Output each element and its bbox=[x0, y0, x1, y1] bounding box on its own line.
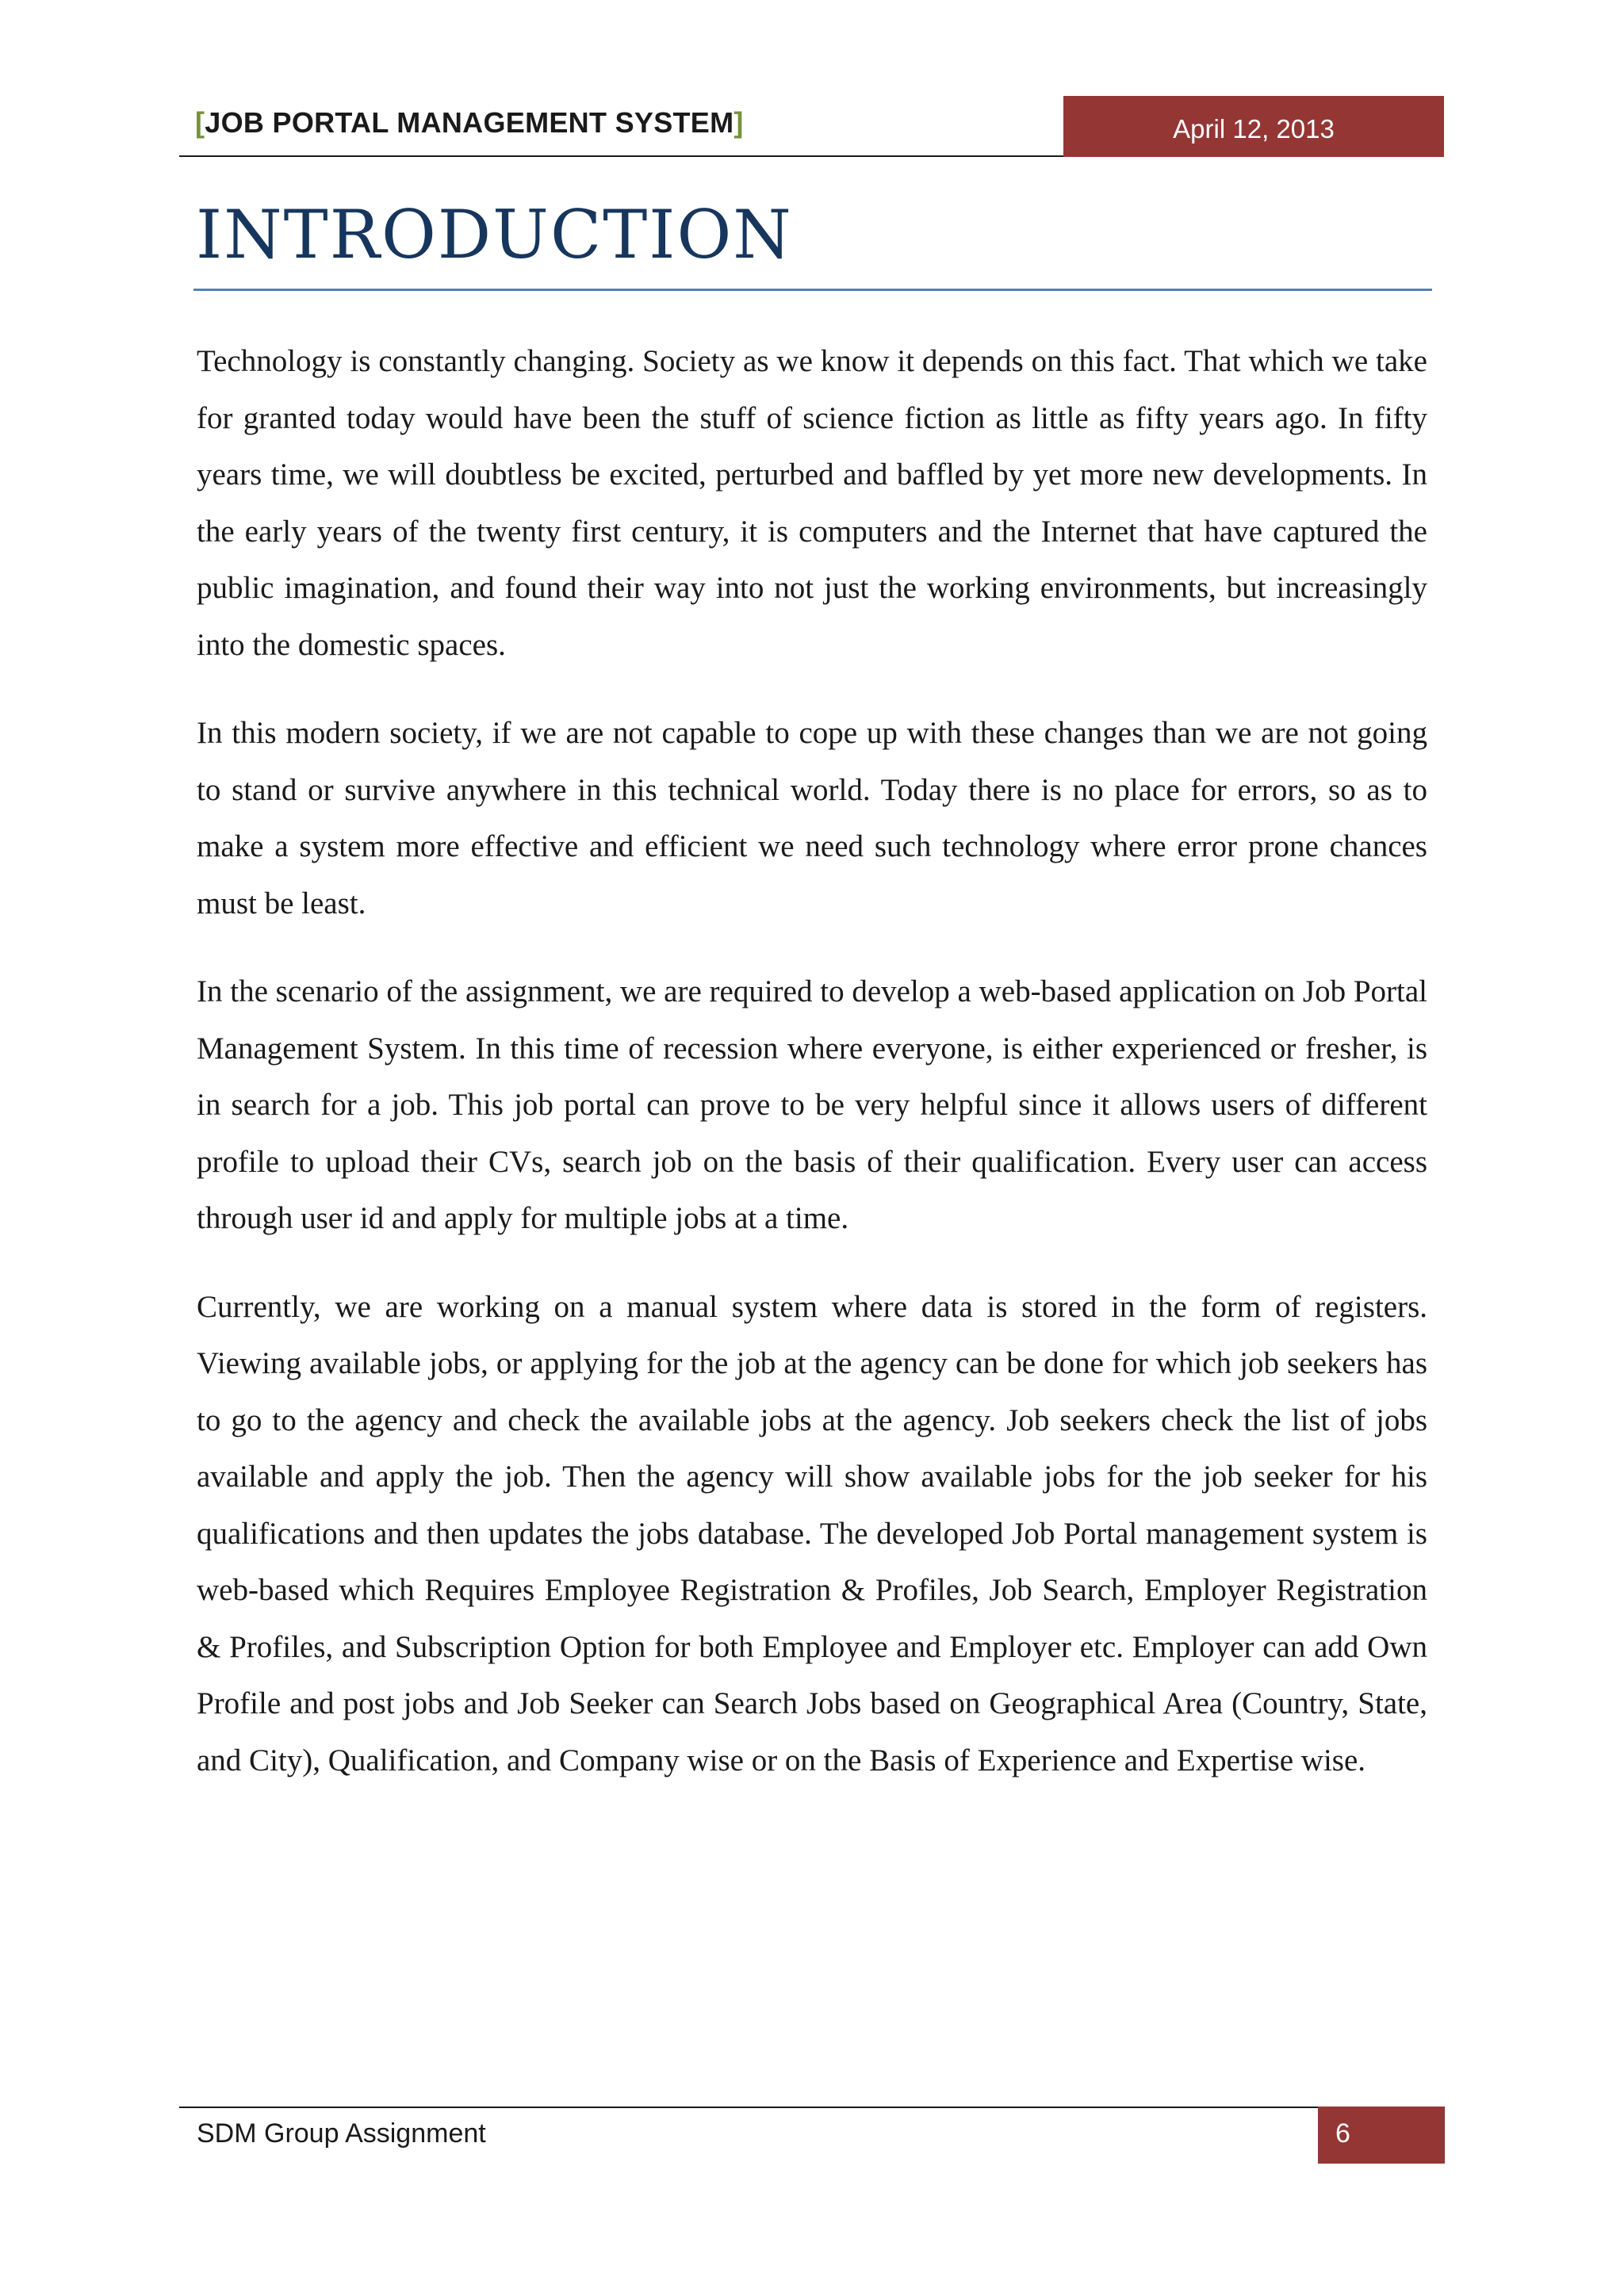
header-rule bbox=[179, 155, 1063, 157]
header-date: April 12, 2013 bbox=[1173, 113, 1335, 144]
header-bracket-open: [ bbox=[195, 106, 205, 139]
header-title-text: JOB PORTAL MANAGEMENT SYSTEM bbox=[205, 106, 734, 139]
page-number: 6 bbox=[1335, 2118, 1350, 2149]
running-header-title bbox=[195, 106, 744, 140]
paragraph-1: Technology is constantly changing. Society as we know it depends on this fact. That which we take for granted today would have been the stuff of science fiction as little as fifty years ago. In fifty years time, we will doubtless be excited, perturbed and baffled by yet more new developments. In the early years of the twenty first century, it is computers and the Internet that have captured the public imagination, and found their way into not just the working environments, but increasingly into the domestic spaces. bbox=[197, 344, 1427, 662]
footer-page-box bbox=[1318, 2107, 1445, 2164]
header-date-box bbox=[1063, 96, 1444, 157]
section-title-rule bbox=[193, 289, 1432, 291]
paragraph-4: Currently, we are working on a manual system where data is stored in the form of registers. Viewing available jobs, or applying for the job at the agency can be done for which job seekers has to go to the agency and check the available jobs at the agency. Job seekers check the list of jobs available and apply the job. Then the agency will show available jobs for the job seeker for his qualifications and then updates the jobs database. The developed Job Portal management system is web-based which Requires Employee Registration & Profiles, Job Search, Employer Registration & Profiles, and Subscription Option for both Employee and Employer etc. Employer can add Own Profile and post jobs and Job Seeker can Search Jobs based on Geographical Area (Country, State, and City), Qualification, and Company wise or on the Basis of Experience and Expertise wise. bbox=[197, 1289, 1427, 1777]
footer-rule bbox=[179, 2107, 1318, 2108]
header-bracket-close: ] bbox=[733, 106, 744, 139]
footer-label: SDM Group Assignment bbox=[197, 2118, 486, 2149]
paragraph-2: In this modern society, if we are not capable to cope up with these changes than we are not going to stand or survive anywhere in this technical world. Today there is no place for errors, so as to make a system more effective and efficient we need such technology where error prone chances must be least. bbox=[197, 716, 1427, 920]
paragraph-3: In the scenario of the assignment, we are required to develop a web-based application on Job Portal Management System. In this time of recession where everyone, is either experienced or fresher, is in search for a job. This job portal can prove to be very helpful since it allows users of different profile to upload their CVs, search job on the basis of their qualification. Every user can access through user id and apply for multiple jobs at a time. bbox=[197, 974, 1427, 1235]
section-title: INTRODUCTION bbox=[196, 196, 793, 274]
body-text bbox=[197, 333, 1427, 1820]
